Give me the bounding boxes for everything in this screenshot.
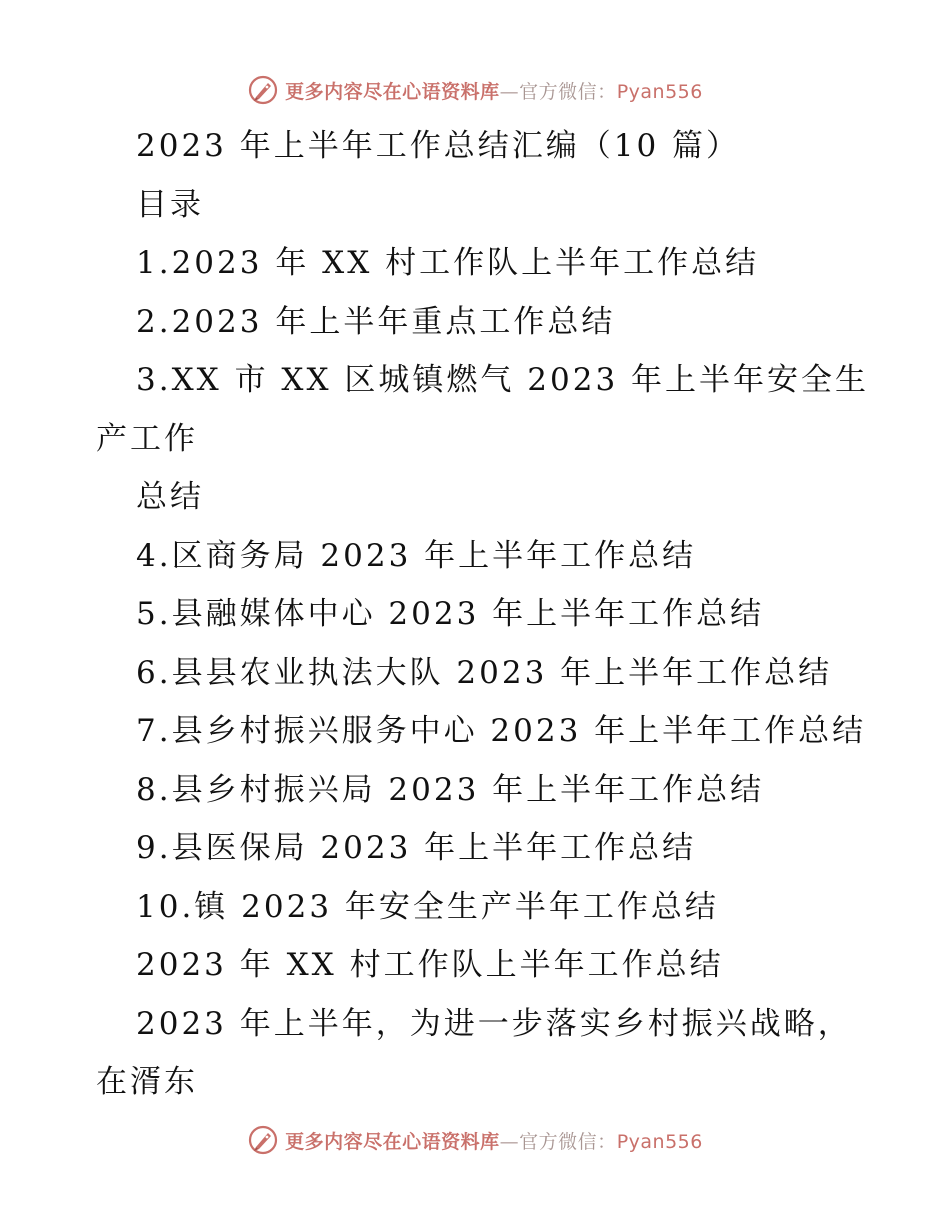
- watermark-wechat-label: 官方微信：: [519, 80, 617, 103]
- toc-item-continuation: 总结: [136, 479, 204, 515]
- paragraph-line: 2023 年上半年，为进一步落实乡村振兴战略，: [136, 1005, 852, 1042]
- toc-item: 5.县融媒体中心 2023 年上半年工作总结: [136, 596, 765, 632]
- document-title: 2023 年上半年工作总结汇编（10 篇）: [136, 128, 741, 164]
- toc-item: 2.2023 年上半年重点工作总结: [136, 303, 616, 340]
- watermark-separator: —: [499, 80, 520, 103]
- watermark-main: 更多内容尽在心语资料库: [285, 80, 500, 103]
- toc-item: 4.区商务局 2023 年上半年工作总结: [136, 537, 697, 574]
- watermark-wechat-id: Pyan556: [616, 80, 703, 103]
- toc-item: 6.县县农业执法大队 2023 年上半年工作总结: [136, 654, 833, 691]
- toc-item: 10.镇 2023 年安全生产半年工作总结: [136, 888, 719, 925]
- toc-item: 9.县医保局 2023 年上半年工作总结: [136, 830, 697, 866]
- footer-watermark: [0, 1120, 950, 1160]
- header-watermark: [0, 70, 950, 110]
- toc-item: 7.县乡村振兴服务中心 2023 年上半年工作总结: [136, 713, 867, 749]
- toc-item-continuation: 产工作: [96, 420, 198, 457]
- watermark-main: 更多内容尽在心语资料库: [285, 1130, 500, 1153]
- watermark-separator: —: [499, 1130, 520, 1153]
- document-body: [96, 117, 886, 1112]
- watermark-text: [285, 77, 703, 104]
- toc-item: 1.2023 年 XX 村工作队上半年工作总结: [136, 245, 760, 281]
- toc-heading: 目录: [136, 186, 204, 223]
- toc-item: 3.XX 市 XX 区城镇燃气 2023 年上半年安全生: [136, 362, 870, 398]
- toc-item: 8.县乡村振兴局 2023 年上半年工作总结: [136, 771, 765, 808]
- fountain-pen-logo-icon: [247, 1124, 279, 1156]
- section-heading: 2023 年 XX 村工作队上半年工作总结: [136, 947, 724, 983]
- watermark-text: [285, 1127, 703, 1154]
- watermark-wechat-id: Pyan556: [616, 1130, 703, 1153]
- paragraph-line: 在湑东: [96, 1064, 198, 1100]
- watermark-wechat-label: 官方微信：: [519, 1130, 617, 1153]
- fountain-pen-logo-icon: [247, 74, 279, 106]
